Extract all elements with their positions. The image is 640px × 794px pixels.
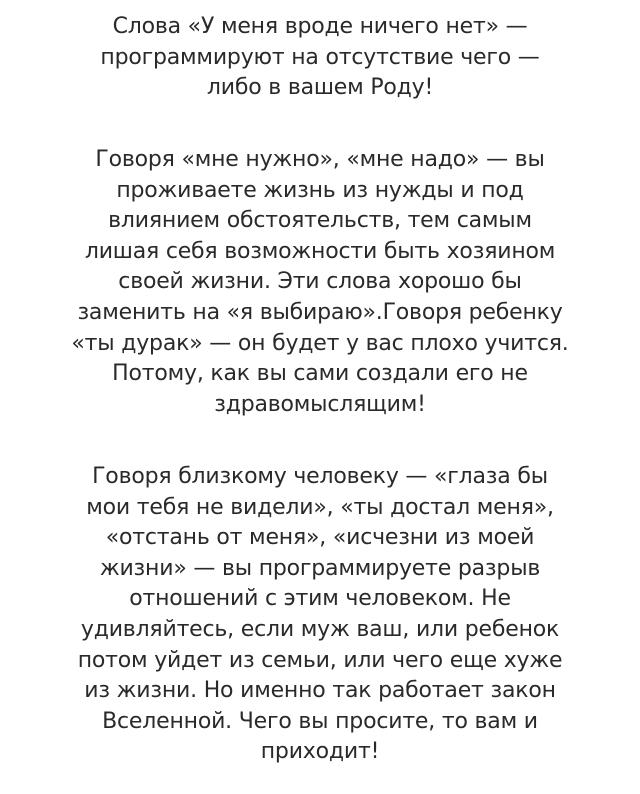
paragraph-line: «отстань от меня», «исчезни из моей [105, 525, 535, 551]
paragraph-line: мои тебя не видели», «ты достал меня», [86, 494, 554, 520]
paragraph-line: Слова «У меня вроде ничего нет» — [112, 14, 528, 39]
paragraph-line: жизни» — вы программируете разрыв [99, 555, 541, 581]
paragraph-2 [20, 145, 620, 420]
paragraph-line: Потому, как вы сами создали его не [112, 361, 528, 387]
paragraph-line: влиянием обстоятельств, тем самым [108, 208, 532, 234]
paragraph-line: своей жизни. Эти слова хорошо бы [118, 269, 522, 295]
paragraph-line: лишая себя возможности быть хозяином [84, 238, 556, 264]
paragraph-line: приходит! [260, 739, 380, 765]
paragraph-line: программируют на отсутствие чего — [100, 44, 540, 70]
paragraph-line: отношений с этим человеком. Не [129, 586, 511, 612]
paragraph-line: здравомыслящим! [214, 391, 426, 417]
paragraph-line: потом уйдет из семьи, или чего еще хуже [77, 647, 563, 673]
paragraph-line: заменить на «я выбираю».Говоря ребенку [77, 299, 563, 325]
paragraph-line: из жизни. Но именно так работает закон [84, 678, 556, 704]
paragraph-1 [20, 12, 620, 104]
paragraph-line: Вселенной. Чего вы просите, то вам и [102, 708, 538, 734]
paragraph-line: «ты дурак» — он будет у вас плохо учится. [71, 330, 569, 356]
paragraph-line: удивляйтесь, если муж ваш, или ребенок [80, 616, 560, 642]
paragraph-3 [20, 462, 620, 768]
paragraph-line: проживаете жизнь из нужды и под [116, 177, 524, 203]
paragraph-line: Говоря «мне нужно», «мне надо» — вы [95, 147, 545, 172]
paragraph-line: Говоря близкому человеку — «глаза бы [92, 464, 548, 489]
paragraph-line: либо в вашем Роду! [206, 75, 434, 101]
